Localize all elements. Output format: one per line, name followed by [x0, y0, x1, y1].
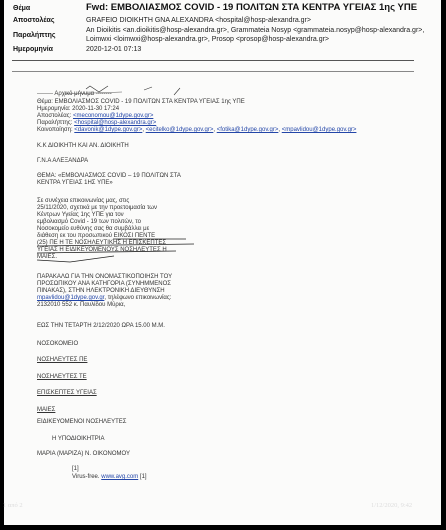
to-value-line1: An Dioikitis <an.dioikitis@hosp-alexandra.gr>, Grammateia Nosyp <grammateia.nosyp@hosp-alexandra.gr>,: [86, 27, 425, 34]
cc-link-4[interactable]: <mpavlidou@1dype.gov.gr>: [281, 127, 357, 133]
p1-line-7: (25) ΠΕ Η ΤΕ ΝΟΣΗΛΕΥΤΙΚΗΣ Η ΕΠΙΣΚΕΠΤΕΣ: [37, 240, 167, 246]
p1-line-2: 25/11/2020, σχετικά με την προετοιμασία των: [37, 205, 157, 211]
page-number: 1 από 2: [3, 502, 23, 509]
to-value-line2: Loimwxi <loimwxi@hosp-alexandra.gr>, Prosop <prosop@hosp-alexandra.gr>: [86, 36, 330, 43]
forward-banner: -------- Αρχικό μήνυμα --------: [37, 91, 112, 97]
p2-line-3: ΠΙΝΑΚΑΣ), ΣΤΗΝ ΗΛΕΚΤΡΟΝΙΚΗ ΔΙΕΥΘΥΝΣΗ: [37, 288, 165, 294]
p2-after-link: , τηλέφωνο επικοινωνίας:: [104, 295, 172, 301]
p2-line-1: ΠΑΡΑΚΑΛΩ ΓΙΑ ΤΗΝ ΟΝΟΜΑΣΤΙΚΟΠΟΙΗΣΗ ΤΟΥ: [37, 274, 173, 280]
avg-link[interactable]: www.avg.com: [101, 474, 139, 480]
p2-line-5: 2132010 552 κ. Παυλίδου Μύρια,: [37, 302, 126, 308]
forward-cc: Κοινοποίηση: <davonik@1dype.gov.gr>, <ecitelko@1dype.gov.gr>, <fotika@1dype.gov.gr>, <mpavlidou@1dype.gov.gr>: [37, 127, 357, 133]
list-item-nurses-te: ΝΟΣΗΛΕΥΤΕΣ ΤΕ: [37, 374, 87, 380]
print-timestamp: 1/12/2020, 9:42: [371, 502, 413, 509]
list-item-specialist-nurses: ΕΙΔΙΚΕΥΟΜΕΝΟΙ ΝΟΣΗΛΕΥΤΕΣ: [37, 419, 127, 425]
signoff-name: ΜΑΡΙΑ (ΜΑΡΙΖΑ) Ν. ΟΙΚΟΝΟΜΟΥ: [37, 451, 130, 457]
cc-link-3[interactable]: <fotika@1dype.gov.gr>: [216, 127, 279, 133]
salutation: Κ.Κ ΔΙΟΙΚΗΤΗ ΚΑΙ ΑΝ. ΔΙΟΙΚΗΤΗ: [37, 143, 129, 149]
reference-marker: [1]: [72, 466, 79, 472]
subject-value: Fwd: ΕΜΒΟΛΙΑΣΜΟΣ COVID - 19 ΠΟΛΙΤΩΝ ΣΤΑ ΚΕΝΤΡΑ ΥΓΕΙΑΣ 1ης ΥΠΕ: [86, 2, 418, 13]
list-item-midwives: ΜΑΙΕΣ: [37, 407, 56, 413]
cc-link-1[interactable]: <davonik@1dype.gov.gr>: [74, 127, 143, 133]
p1-line-4: εμβολιασμό Covid - 19 των πολιτών, το: [37, 219, 141, 225]
from-value: GRAFEIO DIOIKHTH GNA ALEXANDRA <hospital@hosp-alexandra.gr>: [86, 17, 311, 24]
theme-line-2: ΚΕΝΤΡΑ ΥΓΕΙΑΣ 1ΗΣ ΥΠΕ»: [37, 180, 113, 186]
signoff-role: Η ΥΠΟΔΙΟΙΚΗΤΡΙΑ: [52, 436, 105, 442]
forward-date: Ημερομηνία: 2020-11-30 17:24: [37, 106, 120, 112]
p1-line-3: Κέντρων Υγείας 1ης ΥΠΕ για τον: [37, 212, 124, 218]
list-item-health-visitors: ΕΠΙΣΚΕΠΤΕΣ ΥΓΕΙΑΣ: [37, 390, 97, 396]
deadline: ΕΩΣ ΤΗΝ ΤΕΤΑΡΤΗ 2/12/2020 ΩΡΑ 15.00 Μ.Μ.: [37, 323, 165, 329]
forward-from: [37, 113, 153, 119]
date-label: Ημερομηνία: [13, 46, 53, 53]
list-item-nurses-pe: ΝΟΣΗΛΕΥΤΕΣ ΠΕ: [37, 357, 88, 363]
date-value: 2020-12-01 07:13: [86, 46, 142, 53]
p1-line-5: Νοσοκομείο ευθύνης σας θα συμβάλλει με: [37, 226, 150, 232]
p1-line-6: διάθεση εκ του προσωπικού ΕΙΚΟΣΙ ΠΕΝΤΕ: [37, 233, 156, 239]
forward-to-prefix: Παραλήπτης:: [37, 120, 75, 126]
p2-line-2: ΠΡΟΣΩΠΙΚΟΥ ΑΝΑ ΚΑΤΗΓΟΡΙΑ (ΣΥΝΗΜΜΕΝΟΣ: [37, 281, 172, 287]
printed-email-page: [4, 0, 441, 525]
from-label: Αποστολέας: [13, 17, 55, 24]
virus-free-prefix: Virus-free.: [72, 474, 102, 480]
to-label: Παραλήπτης: [13, 32, 56, 39]
forward-cc-prefix: Κοινοποίηση:: [37, 127, 75, 133]
contact-email-link[interactable]: mpavlidou@1dype.gov.gr: [37, 295, 105, 301]
p1-line-9: ΜΑΙΕΣ.: [37, 254, 58, 260]
header-divider-2: [12, 71, 414, 72]
p1-line-8: ΥΓΕΙΑΣ Η ΕΙΔΙΚΕΥΟΜΕΝΟΥΣ ΝΟΣΗΛΕΥΤΕΣ Η: [37, 247, 167, 253]
handwritten-marks: [4, 0, 441, 525]
p2-line-4: [37, 295, 171, 302]
forward-from-link[interactable]: <meconomou@1dype.gov.gr>: [72, 113, 154, 119]
virus-free-suffix: [1]: [138, 474, 147, 480]
forward-to: [37, 120, 156, 126]
subject-label: Θέμα: [13, 5, 31, 12]
forward-from-prefix: Αποστολέας:: [37, 113, 73, 119]
forward-to-link[interactable]: <hospital@hosp-alexandra.gr>: [74, 120, 157, 126]
header-divider: [12, 60, 414, 61]
virus-free-line: [72, 474, 147, 481]
cc-link-2[interactable]: <ecitelko@1dype.gov.gr>: [145, 127, 214, 133]
forward-subject: Θέμα: ΕΜΒΟΛΙΑΣΜΟΣ COVID - 19 ΠΟΛΙΤΩΝ ΣΤΑ ΚΕΝΤΡΑ ΥΓΕΙΑΣ 1ης ΥΠΕ: [37, 99, 245, 105]
list-item-hospital: ΝΟΣΟΚΟΜΕΙΟ: [37, 341, 79, 347]
hospital-name: Γ.Ν.Α ΑΛΕΞΑΝΔΡΑ: [37, 158, 89, 164]
p1-line-1: Σε συνέχεια επικοινωνίας μας, στις: [37, 198, 130, 204]
theme-line-1: ΘΕΜΑ: «ΕΜΒΟΛΙΑΣΜΟΣ COVID – 19 ΠΟΛΙΤΩΝ ΣΤΑ: [37, 173, 181, 179]
